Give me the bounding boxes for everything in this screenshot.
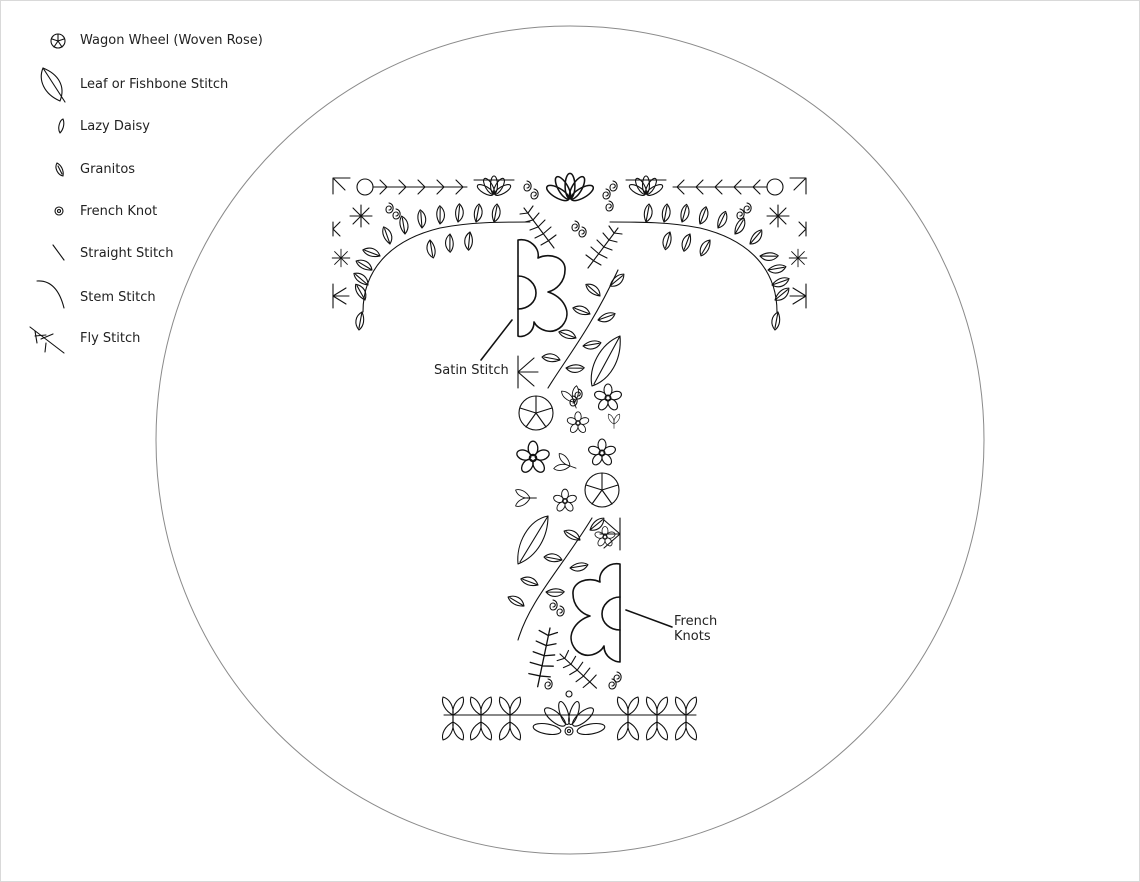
legend-label-stem-stitch: Stem Stitch xyxy=(80,290,156,305)
straight-stitch-icon xyxy=(53,245,64,260)
callout-satin-stitch: Satin Stitch xyxy=(434,363,509,378)
legend-label-french-knot: French Knot xyxy=(80,204,158,219)
legend-label-wagon-wheel: Wagon Wheel (Woven Rose) xyxy=(80,33,263,48)
callout-french-line1: French xyxy=(674,614,718,629)
legend-label-lazy-daisy: Lazy Daisy xyxy=(80,119,150,134)
legend-label-straight-stitch: Straight Stitch xyxy=(80,246,174,261)
leaf-icon xyxy=(41,68,65,102)
letter-t-pattern xyxy=(332,173,807,740)
legend-label-fly-stitch: Fly Stitch xyxy=(80,331,141,346)
legend-label-leaf: Leaf or Fishbone Stitch xyxy=(80,77,229,92)
french-knot-icon xyxy=(55,207,63,215)
stem-stitch-icon xyxy=(37,281,64,308)
wagon-wheel-icon xyxy=(51,34,65,48)
satin-callout-line xyxy=(481,320,512,360)
fly-stitch-icon xyxy=(30,327,64,353)
lazy-daisy-icon xyxy=(59,119,64,133)
legend-label-granitos: Granitos xyxy=(80,162,136,177)
french-callout-line xyxy=(626,610,672,627)
callout-french-line2: Knots xyxy=(674,629,711,644)
granitos-icon xyxy=(56,163,63,176)
